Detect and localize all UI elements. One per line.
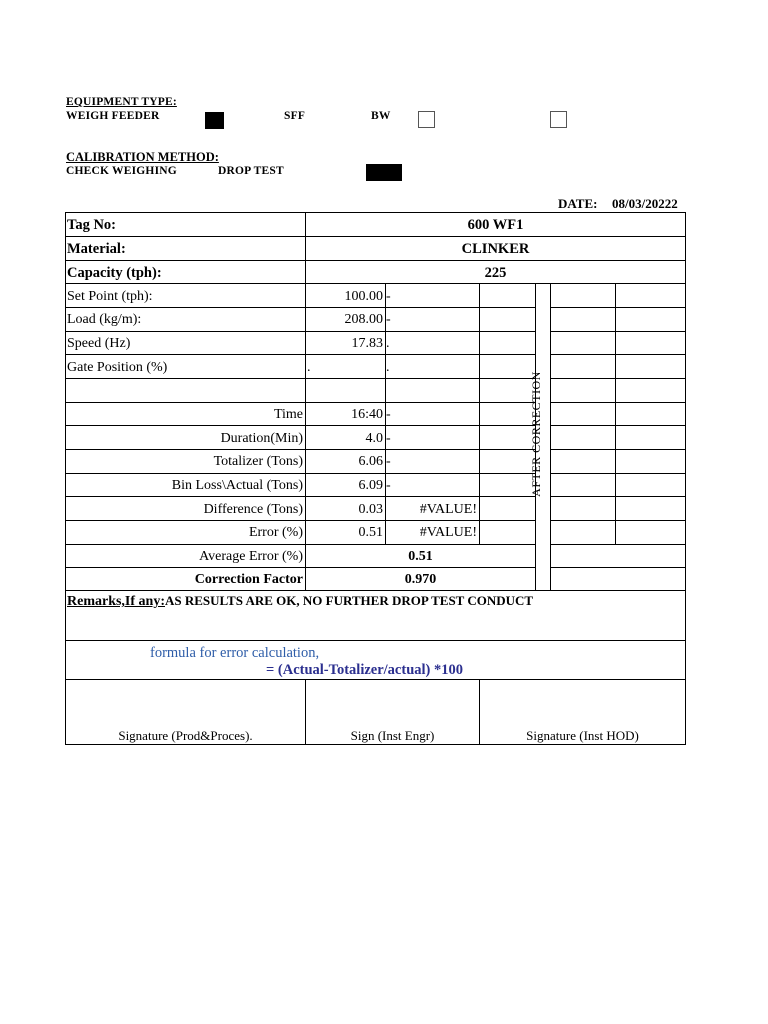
signature-inst-engr: Sign (Inst Engr) bbox=[350, 728, 435, 743]
date-label: DATE: bbox=[558, 196, 598, 211]
result-value: 0.51 bbox=[358, 525, 383, 540]
weigh-feeder-checkbox-checked[interactable] bbox=[205, 112, 224, 129]
param-label: Speed (Hz) bbox=[67, 336, 131, 351]
bw-label: BW bbox=[371, 110, 391, 122]
result-extra: #VALUE! bbox=[419, 502, 477, 517]
date-value: 08/03/20222 bbox=[612, 196, 678, 211]
result-value: 6.09 bbox=[358, 478, 383, 493]
drop-test-checkbox-checked[interactable] bbox=[366, 164, 402, 181]
correction-factor-label: Correction Factor bbox=[194, 572, 303, 587]
param-value: 208.00 bbox=[344, 312, 383, 327]
result-extra: #VALUE! bbox=[419, 525, 477, 540]
after-correction-label: AFTER CORRECTION bbox=[529, 371, 543, 497]
result-suffix: - bbox=[386, 454, 391, 469]
formula-caption: formula for error calculation, bbox=[150, 645, 320, 661]
correction-factor-value: 0.970 bbox=[404, 572, 437, 587]
param-label: Set Point (tph): bbox=[67, 289, 153, 304]
calibration-method-label: CALIBRATION METHOD: bbox=[66, 150, 219, 164]
param-value: . bbox=[307, 360, 311, 375]
result-label: Totalizer (Tons) bbox=[213, 454, 303, 469]
param-suffix: . bbox=[386, 360, 390, 375]
result-value: 6.06 bbox=[358, 454, 383, 469]
remarks-row bbox=[67, 591, 533, 612]
param-label: Gate Position (%) bbox=[67, 360, 168, 375]
remarks-text: AS RESULTS ARE OK, NO FURTHER DROP TEST CONDUCT bbox=[165, 593, 534, 608]
average-error-label: Average Error (%) bbox=[199, 549, 303, 564]
result-label: Bin Loss\Actual (Tons) bbox=[171, 478, 303, 493]
material-label: Material: bbox=[67, 241, 126, 257]
signature-prod: Signature (Prod&Proces). bbox=[118, 728, 253, 743]
result-suffix: - bbox=[386, 407, 391, 422]
result-value: 16:40 bbox=[351, 407, 383, 422]
param-value: 100.00 bbox=[344, 289, 383, 304]
average-error-value: 0.51 bbox=[408, 549, 433, 564]
result-suffix: - bbox=[386, 478, 391, 493]
tag-label: Tag No: bbox=[67, 217, 117, 233]
result-value: 0.03 bbox=[358, 502, 383, 517]
formula-expression: = (Actual-Totalizer/actual) *100 bbox=[266, 662, 463, 678]
result-label: Difference (Tons) bbox=[203, 502, 303, 517]
param-value: 17.83 bbox=[351, 336, 383, 351]
weigh-feeder-label: WEIGH FEEDER bbox=[66, 110, 160, 122]
check-weighing-label: CHECK WEIGHING bbox=[66, 165, 177, 177]
sff-label: SFF bbox=[284, 110, 306, 122]
result-value: 4.0 bbox=[365, 431, 383, 446]
capacity-value: 225 bbox=[484, 265, 507, 281]
sff-checkbox[interactable] bbox=[418, 111, 435, 128]
signature-inst-hod: Signature (Inst HOD) bbox=[526, 728, 639, 743]
capacity-label: Capacity (tph): bbox=[67, 265, 162, 281]
equipment-type-label: EQUIPMENT TYPE: bbox=[66, 96, 177, 108]
result-label: Time bbox=[273, 407, 303, 422]
bw-checkbox[interactable] bbox=[550, 111, 567, 128]
result-suffix: - bbox=[386, 431, 391, 446]
param-suffix: - bbox=[386, 312, 391, 327]
param-suffix: - bbox=[386, 289, 391, 304]
drop-test-label: DROP TEST bbox=[218, 165, 284, 177]
param-label: Load (kg/m): bbox=[67, 312, 142, 327]
remarks-label: Remarks,If any: bbox=[67, 594, 165, 609]
tag-value: 600 WF1 bbox=[467, 217, 524, 233]
param-suffix: . bbox=[386, 336, 390, 351]
result-label: Error (%) bbox=[248, 525, 303, 540]
result-label: Duration(Min) bbox=[220, 431, 303, 446]
material-value: CLINKER bbox=[461, 241, 530, 257]
